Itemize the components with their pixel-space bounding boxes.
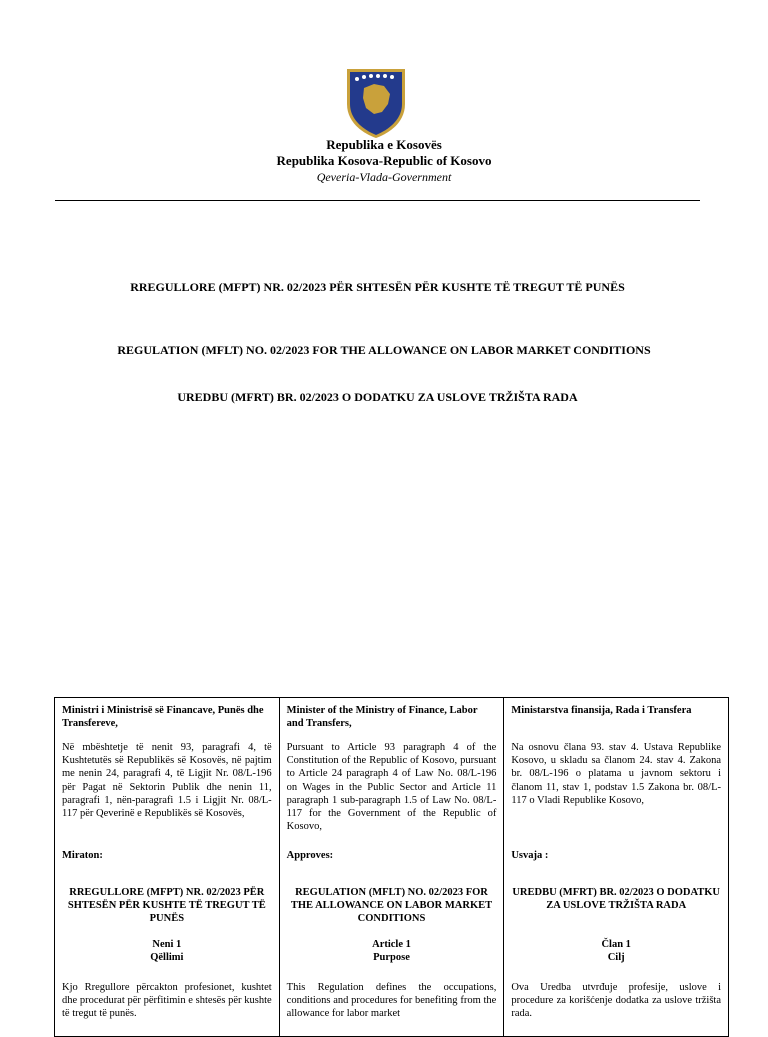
column-heading: Minister of the Ministry of Finance, Labor and Transfers, bbox=[286, 705, 478, 730]
title-albanian: RREGULLORE (MFPT) NR. 02/2023 PËR SHTESËN PËR KUSHTE TË TREGUT TË PUNËS bbox=[130, 280, 625, 294]
trilingual-table bbox=[54, 697, 729, 1037]
approves-label: Usvaja : bbox=[511, 850, 549, 861]
column-serbian bbox=[504, 698, 728, 1036]
header-divider bbox=[55, 200, 700, 201]
article-name: Qëllimi bbox=[150, 952, 184, 964]
article-body: This Regulation defines the occupations, conditions and procedures for benefiting from the allowance for labor market bbox=[286, 982, 497, 1020]
regulation-title: UREDBU (MFRT) BR. 02/2023 O DODATKU ZA USLOVE TRŽIŠTA RADA bbox=[512, 887, 721, 912]
article-body: Kjo Rregullore përcakton profesionet, kushtet dhe procedurat për përfitimin e shtesës për kushte të tregut të punës. bbox=[62, 982, 272, 1020]
header-government: Qeveria-Vlada-Government bbox=[316, 170, 452, 184]
article-heading bbox=[287, 938, 497, 981]
article-number: Neni 1 bbox=[152, 939, 182, 950]
article-body: Ova Uredba utvrđuje profesije, uslove i procedure za korišćenje dodatka za uslove tržišta rada. bbox=[511, 982, 722, 1020]
regulation-title: REGULATION (MFLT) NO. 02/2023 FOR THE ALLOWANCE ON LABOR MARKET CONDITIONS bbox=[290, 887, 493, 925]
title-serbian: UREDBU (MFRT) BR. 02/2023 O DODATKU ZA USLOVE TRŽIŠTA RADA bbox=[177, 390, 578, 404]
article-number: Article 1 bbox=[372, 939, 411, 950]
regulation-title: RREGULLORE (MFPT) NR. 02/2023 PËR SHTESËN PËR KUSHTE TË TREGUT TË PUNËS bbox=[67, 887, 266, 925]
column-albanian bbox=[55, 698, 280, 1036]
column-heading: Ministri i Ministrisë së Financave, Punës dhe Transfereve, bbox=[62, 705, 264, 730]
header-republika: Republika e Kosovës bbox=[326, 137, 442, 152]
kosovo-coat-of-arms-icon bbox=[344, 66, 408, 140]
approves-label: Miraton: bbox=[62, 850, 103, 861]
legal-basis-paragraph: Na osnovu člana 93. stav 4. Ustava Republike Kosovo, u skladu sa članom 24. stav 4. Zakona br. 08/L-196 o platama u javnom sektoru i članom 11, stav 1, podstav 1.5 Zakona br. 08/L-117 o Vladi Republike Kosovo, bbox=[511, 742, 722, 806]
article-number: Član 1 bbox=[601, 939, 631, 950]
header-republic: Republika Kosova-Republic of Kosovo bbox=[276, 153, 492, 168]
legal-basis-paragraph: Në mbështetje të nenit 93, paragrafi 4, të Kushtetutës së Republikës së Kosovës, në pajtim me nenin 24, paragrafi 4, të Ligjit Nr. 08/L-196 për Pagat në Sektorin Publik dhe nenin 11, paragrafi 1, nën-paragrafi 1.5 i Ligjit Nr. 08/L-117 për Qeverinë e Republikës së Kosovës, bbox=[62, 742, 272, 820]
article-heading bbox=[511, 938, 721, 981]
column-english bbox=[280, 698, 505, 1036]
article-name: Purpose bbox=[373, 952, 410, 964]
column-heading: Ministarstva finansija, Rada i Transfera bbox=[511, 705, 692, 716]
article-name: Cilj bbox=[607, 952, 625, 964]
approves-label: Approves: bbox=[286, 850, 334, 861]
title-english: REGULATION (MFLT) NO. 02/2023 FOR THE ALLOWANCE ON LABOR MARKET CONDITIONS bbox=[117, 343, 651, 357]
article-heading bbox=[62, 938, 272, 981]
legal-basis-paragraph: Pursuant to Article 93 paragraph 4 of the Constitution of the Republic of Kosovo, pursuant to Article 24 paragraph 4 of Law No. 08/L-196 on Wages in the Public Sector and Article 11 paragraph 1 sub-paragraph 1.5 of Law No. 08/L-117 for the Government of the Republic of Kosovo, bbox=[286, 742, 497, 833]
